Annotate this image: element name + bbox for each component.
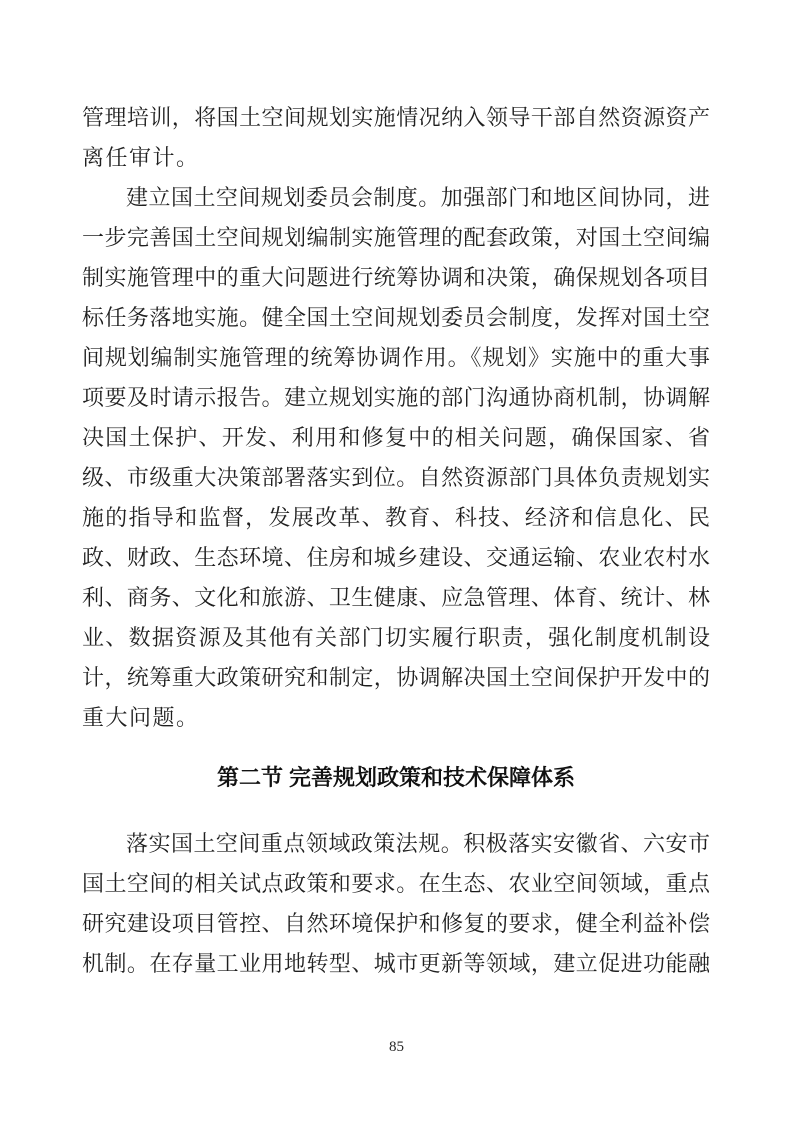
body-text-line: 制实施管理中的重大问题进行统筹协调和决策，确保规划各项目 <box>82 265 710 290</box>
body-text-line: 管理培训，将国土空间规划实施情况纳入领导干部自然资源资产 <box>82 105 710 130</box>
body-text-line: 建立国土空间规划委员会制度。加强部门和地区间协同，进 <box>126 185 710 210</box>
body-text-line: 业、数据资源及其他有关部门切实履行职责，强化制度机制设 <box>82 625 710 650</box>
body-text-line: 一步完善国土空间规划编制实施管理的配套政策，对国土空间编 <box>82 225 710 250</box>
body-text-line: 决国土保护、开发、利用和修复中的相关问题，确保国家、省 <box>82 425 710 450</box>
body-text-line: 级、市级重大决策部署落实到位。自然资源部门具体负责规划实 <box>82 465 710 490</box>
body-text-line: 国土空间的相关试点政策和要求。在生态、农业空间领域，重点 <box>82 871 710 896</box>
body-text-line: 计，统筹重大政策研究和制定，协调解决国土空间保护开发中的 <box>82 665 710 690</box>
paragraph-block-2 <box>82 824 710 984</box>
body-text-line: 间规划编制实施管理的统筹协调作用。《规划》实施中的重大事 <box>82 345 710 370</box>
section-heading: 第二节 完善规划政策和技术保障体系 <box>216 765 576 790</box>
body-text-line: 机制。在存量工业用地转型、城市更新等领域，建立促进功能融 <box>82 951 710 976</box>
body-text-line: 利、商务、文化和旅游、卫生健康、应急管理、体育、统计、林 <box>82 585 710 610</box>
body-text-line: 政、财政、生态环境、住房和城乡建设、交通运输、农业农村水 <box>82 545 710 570</box>
page-number: 85 <box>389 1039 404 1055</box>
body-text-line: 研究建设项目管控、自然环境保护和修复的要求，健全利益补偿 <box>82 911 710 936</box>
body-text-line: 项要及时请示报告。建立规划实施的部门沟通协商机制，协调解 <box>82 385 710 410</box>
body-text-line: 落实国土空间重点领域政策法规。积极落实安徽省、六安市 <box>126 831 710 856</box>
body-text-line: 标任务落地实施。健全国土空间规划委员会制度，发挥对国土空 <box>82 305 710 330</box>
body-text-line: 重大问题。 <box>82 705 200 730</box>
paragraph-block-1 <box>82 98 710 738</box>
body-text-line: 施的指导和监督，发展改革、教育、科技、经济和信息化、民 <box>82 505 710 530</box>
body-text-line: 离任审计。 <box>82 145 200 170</box>
